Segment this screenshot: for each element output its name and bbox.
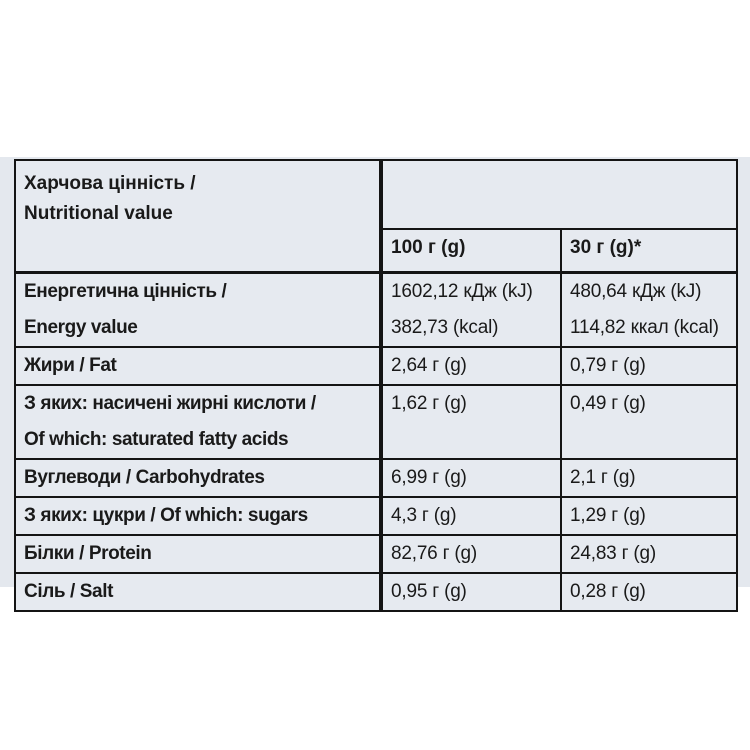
value-per-30g — [561, 347, 737, 385]
value-per-100g — [381, 497, 561, 535]
nutrient-label-line: З яких: насичені жирні кислоти / — [24, 393, 316, 414]
value-per-100g — [381, 385, 561, 459]
nutrient-label — [15, 535, 381, 573]
column-header-100g: 100 г (g) — [381, 229, 561, 273]
nutrient-label-line: Енергетична цінність / — [24, 281, 227, 302]
value-per-100g — [381, 459, 561, 497]
value-per-100g-line: 2,64 г (g) — [391, 355, 467, 376]
value-per-100g — [381, 347, 561, 385]
value-per-100g-line: 4,3 г (g) — [391, 505, 457, 526]
table-row — [15, 459, 737, 497]
table-row — [15, 347, 737, 385]
table-row — [15, 273, 737, 348]
value-per-30g — [561, 273, 737, 348]
value-per-100g — [381, 573, 561, 611]
value-per-100g-line: 1,62 г (g) — [391, 393, 467, 414]
nutrient-label — [15, 347, 381, 385]
header-blank-cell — [381, 160, 737, 229]
nutrient-label-line: Вуглеводи / Carbohydrates — [24, 467, 265, 488]
nutrient-label-line: Білки / Protein — [24, 543, 152, 564]
nutrient-label — [15, 497, 381, 535]
table-row — [15, 573, 737, 611]
value-per-100g-line: 6,99 г (g) — [391, 467, 467, 488]
nutrient-label-line: З яких: цукри / Of which: sugars — [24, 505, 308, 526]
nutrient-label — [15, 385, 381, 459]
nutrient-label-line: Жири / Fat — [24, 355, 117, 376]
value-per-100g — [381, 273, 561, 348]
value-per-100g-line — [391, 422, 552, 458]
value-per-30g-line: 1,29 г (g) — [570, 505, 646, 526]
value-per-30g-line: 0,79 г (g) — [570, 355, 646, 376]
value-per-30g-line: 24,83 г (g) — [570, 543, 657, 564]
column-header-30g: 30 г (g)* — [561, 229, 737, 273]
value-per-30g — [561, 497, 737, 535]
value-per-30g-line: 2,1 г (g) — [570, 467, 636, 488]
nutrient-label — [15, 573, 381, 611]
value-per-100g-line: 382,73 (kcal) — [391, 317, 499, 338]
nutrient-label — [15, 273, 381, 348]
table-title-line-2: Nutritional value — [24, 203, 173, 224]
value-per-30g-line: 114,82 ккал (kcal) — [570, 317, 719, 338]
value-per-30g — [561, 573, 737, 611]
value-per-100g-line: 1602,12 кДж (kJ) — [391, 281, 533, 302]
value-per-100g-line: 0,95 г (g) — [391, 581, 467, 602]
table-row — [15, 497, 737, 535]
nutrient-label-line: Сіль / Salt — [24, 581, 114, 602]
value-per-30g-line: 0,49 г (g) — [570, 393, 646, 414]
value-per-30g-line: 480,64 кДж (kJ) — [570, 281, 702, 302]
nutrient-label-line: Energy value — [24, 317, 138, 338]
value-per-100g-line: 82,76 г (g) — [391, 543, 478, 564]
table-title-line-1: Харчова цінність / — [24, 173, 196, 194]
table-title — [15, 160, 381, 273]
table-row — [15, 535, 737, 573]
value-per-30g — [561, 385, 737, 459]
table-row — [15, 385, 737, 459]
value-per-30g — [561, 459, 737, 497]
value-per-30g-line — [570, 422, 728, 458]
value-per-30g-line: 0,28 г (g) — [570, 581, 646, 602]
nutrition-rows — [15, 273, 737, 612]
value-per-30g — [561, 535, 737, 573]
nutrient-label — [15, 459, 381, 497]
nutrient-label-line: Of which: saturated fatty acids — [24, 429, 289, 450]
nutrition-table — [14, 159, 738, 612]
value-per-100g — [381, 535, 561, 573]
